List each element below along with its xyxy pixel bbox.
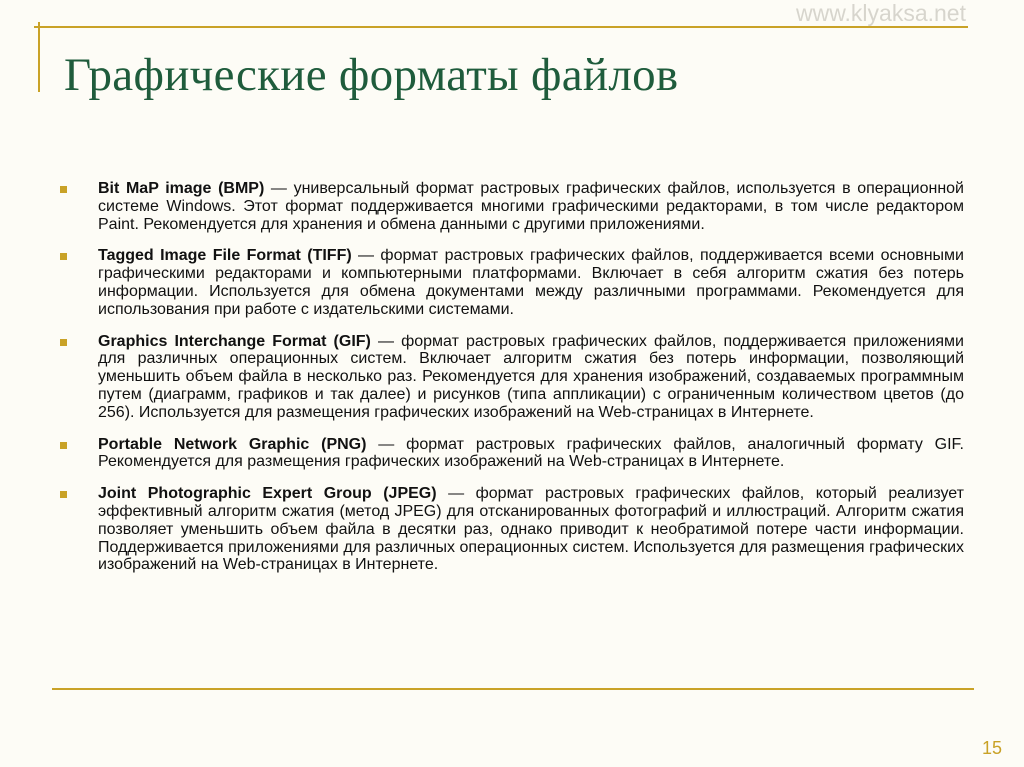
format-description: — формат растровых графических файлов, поддерживается всеми основными графическими редакторами и компьютерными платформами. Включает в себя алгоритм сжатия без потерь информации. Используется для обмена документами между различными программами. Рекомендуется для использования при работе с издательскими системами. bbox=[98, 247, 964, 318]
item-paragraph bbox=[98, 333, 964, 422]
bullet-square-icon bbox=[60, 186, 67, 193]
format-term: Joint Photographic Expert Group (JPEG) bbox=[98, 485, 437, 503]
list-item-tiff bbox=[60, 247, 964, 318]
format-term: Tagged Image File Format (TIFF) bbox=[98, 247, 352, 265]
format-term: Graphics Interchange Format (GIF) bbox=[98, 332, 371, 350]
format-description: — формат растровых графических файлов, поддерживается приложениями для различных операционных систем. Включает алгоритм сжатия без потерь информации, позволяющий уменьшить объем файла в несколько раз. Рекомендуется для хранения изображений, создаваемых программным путем (диаграмм, графиков и так далее) и рисунков (типа аппликации) с ограниченным количеством цветов (до 256). Используется для размещения графических изображений на Web-страницах в Интернете. bbox=[98, 332, 964, 421]
list-item-jpeg bbox=[60, 485, 964, 574]
list-item-bmp bbox=[60, 180, 964, 233]
slide-title: Графические форматы файлов bbox=[64, 49, 679, 101]
bullet-square-icon bbox=[60, 253, 67, 260]
format-description: — формат растровых графических файлов, который реализует эффективный алгоритм сжатия (метод JPEG) для отсканированных фотографий и иллюстраций. Алгоритм сжатия позволяет уменьшить объем файла в десятки раз, однако приводит к необратимой потере части информации. Поддерживается приложениями для различных операционных систем. Используется для размещения графических изображений на Web-страницах в Интернете. bbox=[98, 485, 964, 574]
watermark: www.klyaksa.net bbox=[795, 0, 966, 26]
page-number: 15 bbox=[981, 738, 1002, 758]
bullet-square-icon bbox=[60, 491, 67, 498]
bullet-list bbox=[60, 180, 964, 588]
bullet-square-icon bbox=[60, 442, 67, 449]
list-item-gif bbox=[60, 333, 964, 422]
format-term: Portable Network Graphic (PNG) bbox=[98, 435, 367, 453]
item-paragraph bbox=[98, 180, 964, 233]
left-rule bbox=[38, 22, 40, 92]
top-rule bbox=[34, 26, 968, 28]
format-term: Bit MaP image (BMP) bbox=[98, 180, 265, 197]
item-paragraph bbox=[98, 247, 964, 318]
bottom-rule bbox=[52, 688, 974, 690]
list-item-png bbox=[60, 436, 964, 472]
format-description: — формат растровых графических файлов, аналогичный формату GIF. Рекомендуется для размещения графических изображений на Web-страницах в Интернете. bbox=[98, 435, 965, 471]
item-paragraph bbox=[98, 436, 964, 472]
bullet-square-icon bbox=[60, 339, 67, 346]
item-paragraph bbox=[98, 485, 964, 574]
format-description: — универсальный формат растровых графических файлов, используется в операционной системе Windows. Этот формат поддерживается многими графическими редакторами, в том числе редактором Paint. Рекомендуется для хранения и обмена данными с другими приложениями. bbox=[98, 180, 964, 233]
